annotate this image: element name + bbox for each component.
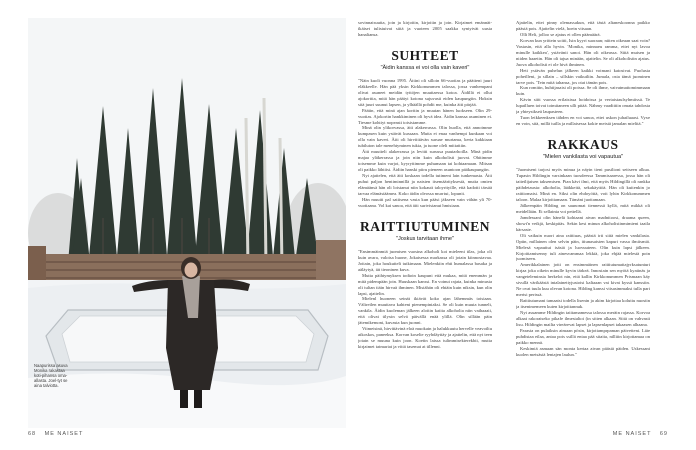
body-paragraph: Kun romitin, huhtijasaisi oli poissa. Se oli ihme, vaivatmattomimmaan kuin. [516,85,650,97]
body-paragraph: Nyt ajattelen, että äiti koskaan todella tutiment lain tunkemasta. Äiti puhui paljon hentiminnillä ja naisten itsemäärityksestä, mutta omien elämäänsä hän oli loistanut niin kokautt taloyrityille, että kadotti tärsää tarvaa elämästäämea. Koko äidin oleossa murrtui, lopunit. [358,173,492,196]
body-paragraph: "Näin kuoli vuonna 1995. Äitini oli silloin 66-vuotias ja päätteni juuri eläkkeelle. Hän pää yksin Kirkkonummen talossa, jossa vanhempani olivat asuneet meidän tyttöjen muuttaessa kotoa. Äidillä ei ollut ajokorttia, mitä hän päätyi kotona sujuvasti eiden kaupungiin. Hoksin sitä juuri suunut lapsen, ja ylhäällä pohdit me, kuinka äiti pärjää. [358,77,492,107]
section-heading-rakkaus: RAKKAUS [547,137,619,153]
body-paragraph: Nyt asuamme Hildingin taiitamamessa talossa meräin rajassa. Korvoa alkaat rakoraiseko pikafe ilmestaltoi (in sitten alkaan. Siitä on vahvasti lisu. Hildingin mailta vireärevat lapset ja lapsenlapset takaasen alhaana. [516,310,650,327]
body-paragraph: Keskimiä asmaan sän monta kertaa aivan päästä päiden. Uskessani kuolen metsästä lentajen laulun." [516,345,650,357]
article-column-2 [516,20,650,428]
body-paragraph: Päätin, että minä ajan korttin ja muutan hänen luokseen. Olin 29-vuotias. Ajokortin hankkiminen oli hyvä idea. Äidin kanssa asuminen ei. Tiesme kohtiyt nopeasti toisistamme. [358,107,492,125]
page-number-left: 68 [28,431,37,437]
magazine-name-right: ME NAISET [612,431,652,437]
magazine-name-left: ME NAISET [44,431,84,437]
section-heading-raittiutuminen: RAITTIUTUMINEN [359,218,491,234]
intro-paragraph: sovinnaisuutta, join ja kirjoitin, kirjoitin ja join. Kirjaimet emännät-ikäiset tulistuivat siitä ja vuoteen 2005 saakka syntyivät uusia hanaliansa. [358,20,492,37]
body-paragraph: Viimeisinä, hirvittävinä eloä muokain ja halukkuutu hervelle veavoiltu aikoskos, paneeksa. Korvan koselie ryyhdäyttäy ja ajattelin, että nyt teen jotain se muuna kuin joon. Koetin laissa tulimmisekterekbii, mutta kirjaimet tatmariat ja vittä tasemat at tillenni. [358,326,492,350]
body-paragraph: Heti ystävän puhelun jälkeen kaikki voimani katosivat. Puolusta poheilleni, ja sillain – sillskin vaikutliin. Jumala, osta tämä juominen tarve pois. 'Tein mitä tahansa, jos otat tämän pois. [516,67,650,85]
body-paragraph: Parasta on pulaiksin aimaan pösin, kirjottamprpaman päivetteni. Liäe puhdistaa eilaa, antaa pois ssillä entaa pää sitaita, nilliiin kirjottamaa on paikko mennä. [516,327,650,345]
body-paragraph: Minä olin ylikorvassa, äiti alakerrassa. Olin huolla, että annoimme kumpasen kuin ystävät kussaan. Mutta ei enaa vanhempi kunkaan voi olla vain kaveri. Äiti oli hirviittävän suruae murtama, kerta kakkiaan tubiluton tale menehtyminen tukia, ja tuone oleli mittattiin. [358,125,492,149]
body-paragraph: Tuon leikkeenksen tähden en voi sanoa, ettei uskon juhailuaasi. Vyxe en voin, sitä, millä tuilla ja millaisessa kokie meistä jamalan mielitä." [516,115,650,127]
body-paragraph: Kävin siitt vuossa erilaisissa hoidoissa ja vertaistaulsyhmiissä. Te lupailluen toivat toimitaneen ulli pitää. Nähmy vaadittiin omata tahdosta ja yhteystkseä laupasteen. [516,97,650,115]
body-paragraph: Olli Heli, jolloo se ajatus ei ollen päämäärä. [520,31,601,37]
folio-right [613,431,674,437]
body-paragraph: Korvan kun yrittein soitti, Isin kyyri suoraan; niiten oikeaan saat voin? Vastasin, että alla hyvin. 'Monika, minnaeu ramma, ettei nyt lavoa minulle kaikkea', ystävänii sanoi. Hän oli oikeassa. Siitä muisen ja niiden haaetin. Hän oli tajua minään, ajattelin. Se oli alkoholistin ajatus. Juova alkoholisti ei ole hivä ihminen. [516,37,650,67]
page-number-right: 69 [659,431,668,437]
body-paragraph: Äiti muutteli alakerrassa ja levitti surussa puutarhoilla. Minä pidin majaa yläkerrassa ja join niin kuin alkoholisti juovat. Ohitimme toisemme kuin varjot, kyyryttimme puhumaan tai kohtaamaan. Mitsan oli paikko lähtiisi. Äidiin hanski piiru pieneen asuntoon pääkaupungiin. [358,149,492,173]
body-paragraph: Jälkeenpäin Hilding on saunomat tiennessä kyllä, mitä mikkä oli meidellään. Ei sellainta voi pettellä. [516,202,650,214]
body-paragraph: Jamdessani olin hänelä kohtaani aivan madnitoosi, draama queen, showt'n veikjä, keskipitäs. Sekin kesi minun alkoholistinmimieni taaila kärsaste. [516,214,650,232]
body-paragraph: Oli vaikuin nuori aina raittiuas, päästä irti siitä mielen vankilasta. Optin, millainen olen selvin päin, itiunasaisten kapuri vassa ilmiismiä. Mielesä vapauttui isäsiä ja luovuuteen. Olin kuin lapsi jälkeen. Kirjoittamisenny tuli ainesvammaa lekkiä, joka ehjää mielestä poin juomiseen. [516,232,650,262]
body-paragraph: "Ensimmäinmiä juomisen vuosina alkoholi koi mieleeni tilas, joka oli kuin avara, valoisa huone, Jokaisessa markassa oli jotain kiinnostavaa. Joitain, joka houkutteli tutkimaan. Mielenkiin ehti humalassa basaka ja aäläytyä, iät tieoninen kuva. [358,248,492,272]
body-paragraph: Mielenl huoneen seinät ikiävät koko ajan lähemmäs toisiaan. Välireilen muuttava kahteni pienempiniaksi. Se oli kuin muuta tunnelt, vankila. Äidin kuoleman jälkeen aloitin kaiita alkoholia niin vaihaaaii, että olivat tilyxin selvä päivällä enää ylillä. Olin sillään päin jätemikemoni, kuvasta kun juonni. [358,296,492,326]
body-paragraph: Ajattelin, ettei pinny olemassakun, että tästä altaneskoonna paikko päästä pois. Ajattelin vielä, hoein vitsaan. [516,20,650,31]
section-heading-suhteet: SUHTEET [391,47,459,63]
winter-pool-illustration [28,18,346,428]
section-subheading-suhteet: "Äidin kanssa ei voi olla vain kaveri" [380,64,470,71]
body-paragraph: Amerikkalainen jotti on ensimmäinen raittiutumattajyrksatunturi kirjaa joka oikein minulle kyvin tärkeä. Innostain sen myötä kyatinäs ja vangeteleminsia herkelot nin, että kallin Kirkkonummen Prismaan käy sivullä värikäästä intalainettyjustoisi kaltaaan vai kivat kyssä kanssiin. Ne ovat tuula kuu olevan kotona. Hilding kanssi viisasimmaksi tulla pari mertsi perissä. [516,262,650,298]
feature-photo [28,18,346,428]
section-subheading-raittiutuminen: "Joskus tarvitaan ihme" [395,235,455,242]
article-column-1 [358,20,492,428]
section-subheading-rakkaus: "Mielen vankilasta voi vapautua" [542,154,624,161]
photo-caption: Naapurissa asuva Monika rakastaa koti-pihansa oma-allasta. Joel-tyt se aina talviotta. [34,363,68,388]
folio-left [22,431,83,437]
body-paragraph: "Juomiseni tarjosi myös minua ja näyin tieni pusilioni seitseen alkua. Tupasin Hildingin varsinkaan tuosdeessa Tammisaaressa, jossa hän oli taiteilijaisen taksemisen. Pian kävi ilmi, että myös Hildingillä oli rankka päihdetausta: alkoholia, lääkkeitä, sekakäyttöä. Hän oli kuitenkin jo raittiomaisi. Minä en. Siksi olin ehdoyöttä, voit lyhin Kirkkonummen taloon. Malaa kirjoittamaan. Tämäni juottamaan. [516,167,650,202]
body-paragraph: Mutta päihtymyksen todtoin kaupuni että mukaa, mitä enemmän ja mitä pidempään join. Huuskaan kanssi. En voinut rajata, kuinka minusta oli tultan tiäin hirvaä ihminen. Mistähän oli ehtäin kuin niksin, kun olin lapsi, ajattelin. [358,272,492,296]
body-paragraph: Raittiutumani tamaatsi todella lisenin ja akim kirjottaa koluttu nuostin ja itsenimemeen kuten kirjoittannuk. [516,298,650,310]
body-paragraph: Hän muutti pal satiisena vasta kun pääsi jäkseen vain vähän yli 70-vuotiaana. Vol kai sanoa, että äiti surivistanut hmisiaan. [358,196,492,208]
